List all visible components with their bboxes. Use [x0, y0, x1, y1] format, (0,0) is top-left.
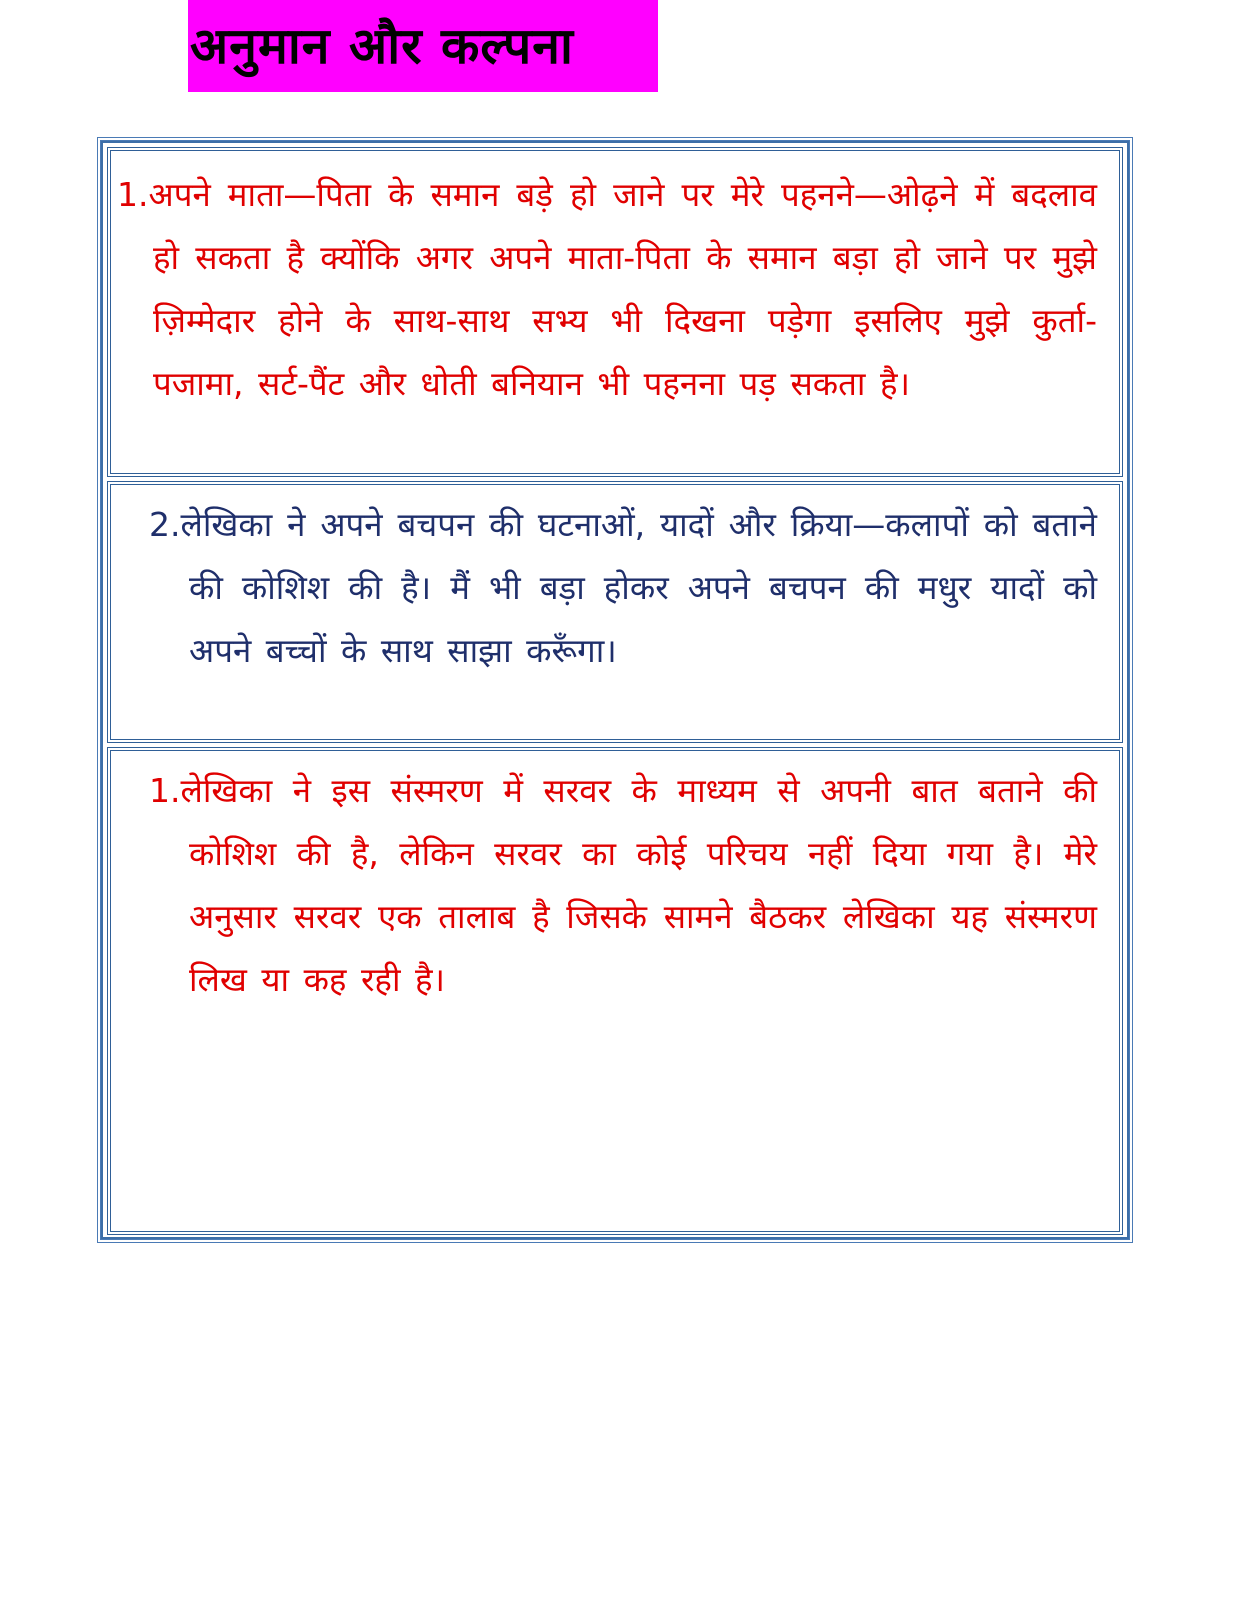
- page-title: अनुमान और कल्पना: [190, 17, 574, 75]
- answer-box-2: [107, 481, 1123, 743]
- answer-text-3: 1.लेखिका ने इस संस्मरण में सरवर के माध्यम से अपनी बात बताने की कोशिश की है, लेकिन सरवर का कोई परिचय नहीं दिया गया है। मेरे अनुसार सरवर एक तालाब है जिसके सामने बैठकर लेखिका यह संस्मरण लिख या कह रही है।: [149, 771, 1097, 999]
- answer-text-2: 2.लेखिका ने अपने बचपन की घटनाओं, यादों और क्रिया—कलापों को बताने की कोशिश की है। मैं भी बड़ा होकर अपने बचपन की मधुर यादों को अपने बच्चों के साथ साझा करूँगा।: [149, 505, 1097, 670]
- answer-text-1: 1.अपने माता—पिता के समान बड़े हो जाने पर मेरे पहनने—ओढ़ने में बदलाव हो सकता है क्योंकि अगर अपने माता-पिता के समान बड़ा हो जाने पर मुझे ज़िम्मेदार होने के साथ-साथ सभ्य भी दिखना पड़ेगा इसलिए मुझे कुर्ता-पजामा, सर्ट-पैंट और धोती बनियान भी पहनना पड़ सकता है।: [117, 175, 1097, 403]
- answer-box-3: [107, 747, 1123, 1235]
- answer-box-1: [107, 147, 1123, 477]
- title-highlight: [188, 0, 658, 92]
